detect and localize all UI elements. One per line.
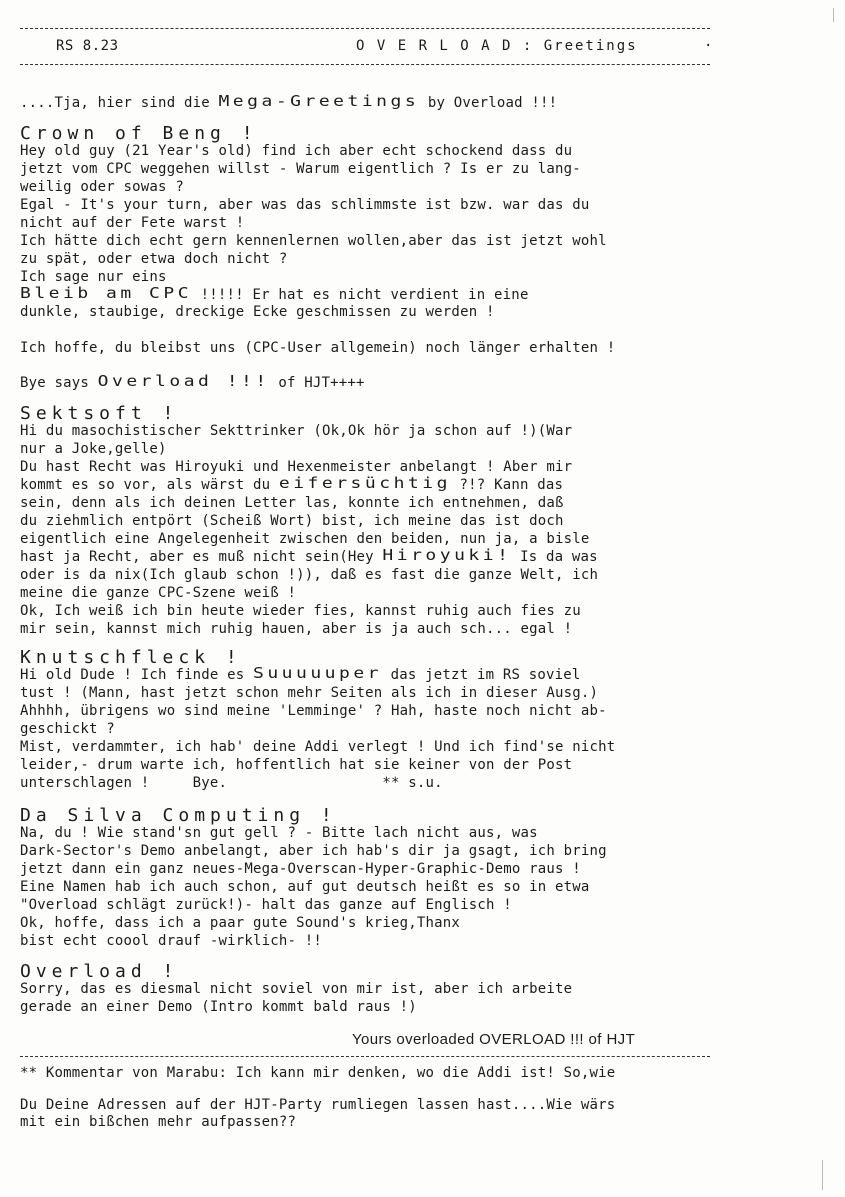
section-heading-overload: Overload !: [20, 961, 179, 982]
super-line: [20, 665, 581, 684]
bye-post: of HJT++++: [269, 375, 365, 391]
body-line: nur a Joke,gelle): [20, 441, 167, 457]
body-line: nicht auf der Fete warst !: [20, 215, 245, 231]
body-line: Dark-Sector's Demo anbelangt, aber ich hab's dir ja gsagt, ich bring: [20, 843, 607, 859]
body-line: meine die ganze CPC-Szene weiß !: [20, 585, 297, 601]
body-line: jetzt vom CPC weggehen willst - Warum eigentlich ? Is er zu lang-: [20, 161, 581, 177]
bye-line: [20, 373, 365, 392]
footer-rule: [20, 1056, 710, 1057]
bye-overload: Overload !!!: [97, 372, 270, 391]
body-line: Eine Namen hab ich auch schon, auf gut deutsch heißt es so in etwa: [20, 879, 590, 895]
body-line: du ziehmlich entpört (Scheiß Wort) bist, ich meine das ist doch: [20, 513, 564, 529]
body-line: bist echt coool drauf -wirklich- !!: [20, 933, 323, 949]
hiroyuki-word: Hiroyuki!: [382, 546, 512, 565]
body-line: Hey old guy (21 Year's old) find ich aber echt schockend dass du: [20, 143, 573, 159]
body-line: Ich hätte dich echt gern kennenlernen wollen,aber das ist jetzt wohl: [20, 233, 607, 249]
body-line: Du hast Recht was Hiroyuki und Hexenmeister anbelangt ! Aber mir: [20, 459, 573, 475]
body-line: "Overload schlägt zurück!)- halt das ganze auf Englisch !: [20, 897, 512, 913]
body-line: sein, denn als ich deinen Letter las, konnte ich entnehmen, daß: [20, 495, 564, 511]
body-line: leider,- drum warte ich, hoffentlich hat sie keiner von der Post: [20, 757, 573, 773]
eifer-post: ?!? Kann das: [450, 477, 564, 493]
header-dot: ·: [704, 38, 713, 54]
body-line: eigentlich eine Angelegenheit zwischen den beiden, nun ja, a bisle: [20, 531, 590, 547]
body-line: oder is da nix(Ich glaub schon !)), daß es fast die ganze Welt, ich: [20, 567, 599, 583]
footer-line: ** Kommentar von Marabu: Ich kann mir denken, wo die Addi ist! So,wie: [20, 1065, 616, 1081]
hiro-pre: hast ja Recht, aber es muß nicht sein(Hey: [20, 549, 383, 565]
body-line: jetzt dann ein ganz neues-Mega-Overscan-Hyper-Graphic-Demo raus !: [20, 861, 581, 877]
intro-text: ....Tja, hier sind die: [20, 95, 219, 111]
body-line: mir sein, kannst mich ruhig hauen, aber is ja auch sch... egal !: [20, 621, 573, 637]
section-heading-knutschfleck: Knutschfleck !: [20, 647, 242, 668]
body-line: Hi du masochistischer Sekttrinker (Ok,Ok hör ja schon auf !)(War: [20, 423, 573, 439]
eifer-pre: kommt es so vor, als wärst du: [20, 477, 279, 493]
page-number: RS 8.23: [56, 38, 119, 54]
body-line: weilig oder sowas ?: [20, 179, 184, 195]
footer-line: mit ein bißchen mehr aufpassen??: [20, 1114, 297, 1130]
eifersuechtig-word: eifersüchtig: [278, 474, 451, 493]
body-line: Ok, Ich weiß ich bin heute wieder fies, kannst ruhig auch fies zu: [20, 603, 581, 619]
header-top-rule: [20, 28, 710, 29]
intro-text-end: by Overload !!!: [419, 95, 558, 111]
section-heading-sektsoft: Sektsoft !: [20, 403, 179, 424]
hiro-post: Is da was: [511, 549, 598, 565]
page-title: O V E R L O A D : Greetings: [356, 38, 638, 54]
intro-line: [20, 93, 557, 112]
body-line: unterschlagen ! Bye. ** s.u.: [20, 775, 443, 791]
body-line: Egal - It's your turn, aber was das schlimmste ist bzw. war das du: [20, 197, 590, 213]
body-line: Na, du ! Wie stand'sn gut gell ? - Bitte lach nicht aus, was: [20, 825, 538, 841]
hiro-line: [20, 547, 598, 566]
intro-mega-greetings: Mega-Greetings: [218, 92, 420, 111]
bleib-rest: !!!!! Er hat es nicht verdient in eine: [192, 287, 529, 303]
super-post: das jetzt im RS soviel: [382, 667, 581, 683]
section-heading-da-silva: Da Silva Computing !: [20, 805, 337, 826]
footer-line: Du Deine Adressen auf der HJT-Party rumliegen lassen hast....Wie wärs: [20, 1097, 616, 1113]
body-line: Ich hoffe, du bleibst uns (CPC-User allgemein) noch länger erhalten !: [20, 340, 616, 356]
body-line: Sorry, das es diesmal nicht soviel von mir ist, aber ich arbeite: [20, 981, 573, 997]
body-line: geschickt ?: [20, 721, 115, 737]
body-line: tust ! (Mann, hast jetzt schon mehr Seiten als ich in dieser Ausg.): [20, 685, 599, 701]
bye-pre: Bye says: [20, 375, 98, 391]
body-line: dunkle, staubige, dreckige Ecke geschmissen zu werden !: [20, 304, 495, 320]
signature: Yours overloaded OVERLOAD !!! of HJT: [352, 1031, 636, 1048]
bleib-am-cpc: Bleib am CPC: [20, 284, 193, 303]
bleib-line: [20, 285, 529, 304]
header-bottom-rule: [20, 64, 710, 65]
body-line: Ok, hoffe, dass ich a paar gute Sound's krieg,Thanx: [20, 915, 461, 931]
super-pre: Hi old Dude ! Ich finde es: [20, 667, 253, 683]
eifer-line: [20, 475, 563, 494]
body-line: Ich sage nur eins: [20, 269, 167, 285]
scan-edge-mark: [833, 8, 834, 22]
section-heading-crown: Crown of Beng !: [20, 123, 258, 144]
body-line: Mist, verdammter, ich hab' deine Addi verlegt ! Und ich find'se nicht: [20, 739, 616, 755]
body-line: Ahhhh, übrigens wo sind meine 'Lemminge' ? Hah, haste noch nicht ab-: [20, 703, 607, 719]
body-line: zu spät, oder etwa doch nicht ?: [20, 251, 288, 267]
scan-edge-mark: [822, 1160, 823, 1190]
suuuuuper-word: Suuuuuper: [252, 664, 383, 683]
body-line: gerade an einer Demo (Intro kommt bald raus !): [20, 999, 417, 1015]
